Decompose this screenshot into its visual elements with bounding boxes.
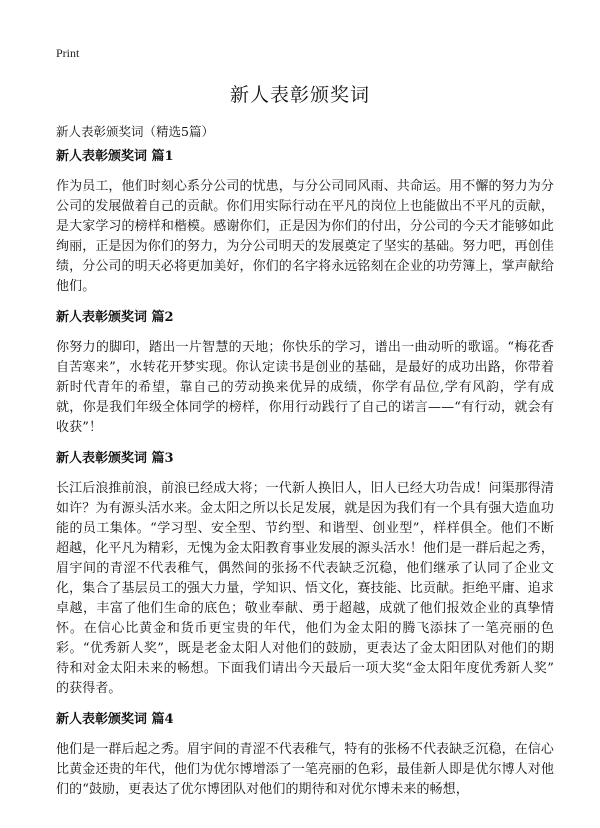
document-subtitle: 新人表彰颁奖词（精选5篇）: [56, 124, 214, 139]
section-1: [56, 148, 554, 297]
section-heading: 新人表彰颁奖词 篇2: [56, 310, 174, 325]
document-content: [56, 148, 554, 812]
page-title: 新人表彰颁奖词: [229, 84, 370, 106]
section-heading: 新人表彰颁奖词 篇3: [56, 451, 174, 466]
section-heading: 新人表彰颁奖词 篇1: [56, 149, 174, 164]
section-body: 长江后浪推前浪，前浪已经成大将；一代新人换旧人，旧人已经大功告成！问渠那得清如许？为有源头活水来。金太阳之所以长足发展，就是因为我们有一个具有强大造血功能的员工集体。“学习型、安全型、节约型、和谐型、创业型”，样样俱全。他们不断超越，化平凡为精彩，无愧为金太阳教育事业发展的源头活水！他们是一群后起之秀，眉宇间的青涩不代表稚气，偶然间的张扬不代表缺乏沉稳，他们继承了认同了企业文化，集合了基层员工的强大力量，学知识、悟文化，赛技能、比贡献。拒绝平庸、追求卓越，丰富了他们生命的底色；敬业奉献、勇于超越，成就了他们报效企业的真挚情怀。在信心比黄金和货币更宝贵的年代，他们为金太阳的腾飞添抹了一笔亮丽的色彩。“优秀新人奖”，既是老金太阳人对他们的鼓励，更表达了金太阳团队对他们的期待和对金太阳未来的畅想。下面我们请出今天最后一项大奖“金太阳年度优秀新人奖” 的获得者。: [56, 481, 554, 696]
section-2: [56, 309, 554, 438]
section-3: [56, 450, 554, 699]
section-body: 你努力的脚印，踏出一片智慧的天地；你快乐的学习，谱出一曲动听的歌谣。“梅花香自苦寒来”，水转花开梦实现。你认定读书是创业的基础，是最好的成功出路，你带着新时代青年的希望，靠自己的劳动换来优异的成绩，你学有品位,学有风韵，学有成就，你是我们年级全体同学的榜样，你用行动践行了自己的诺言——“有行动，就会有收获”！: [56, 340, 554, 435]
section-body: 他们是一群后起之秀。眉宇间的青涩不代表稚气，特有的张杨不代表缺乏沉稳，在信心比黄金还贵的年代，他们为优尔博增添了一笔亮丽的色彩，最佳新人即是优尔博人对他们的“鼓励，更表达了优尔博团队对他们的期待和对优尔博未来的畅想，: [56, 742, 554, 797]
section-heading: 新人表彰颁奖词 篇4: [56, 712, 174, 727]
section-4: [56, 711, 554, 800]
section-body: 作为员工，他们时刻心系分公司的忧患，与分公司同风雨、共命运。用不懈的努力为分公司的发展做着自己的贡献。你们用实际行动在平凡的岗位上也能做出不平凡的贡献，是大家学习的榜样和楷模。感谢你们，正是因为你们的付出，分公司的今天才能够如此绚丽，正是因为你们的努力，为分公司明天的发展奠定了坚实的基础。努力吧，再创佳绩，分公司的明天必将更加美好，你们的名字将永远铭刻在企业的功劳簿上，掌声献给他们。: [56, 179, 554, 294]
print-link[interactable]: Print: [56, 46, 80, 60]
